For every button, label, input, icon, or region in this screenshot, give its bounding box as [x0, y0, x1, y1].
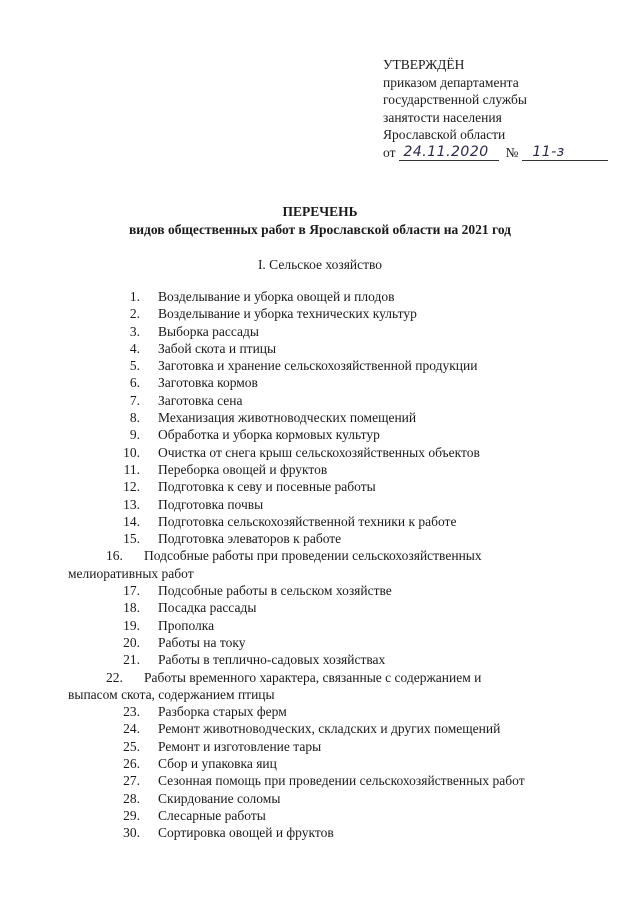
list-item-text: Посадка рассады: [158, 600, 257, 616]
list-item: [106, 305, 614, 322]
handwritten-number: 11-з: [522, 145, 608, 161]
list-item-number: 21.: [123, 652, 140, 668]
list-item-text: Переборка овощей и фруктов: [158, 461, 328, 477]
list-item-number: 5.: [129, 358, 140, 374]
list-item-number: 22.: [106, 669, 123, 685]
list-item-text: Сезонная помощь при проведении сельскохозяйственных работ: [158, 773, 525, 789]
list-item-number: 14.: [123, 513, 140, 529]
list-item: [106, 409, 614, 426]
list-item-text: Заготовка кормов: [158, 375, 258, 391]
list-item-number: 26.: [123, 756, 140, 772]
list-item: [106, 426, 614, 443]
list-item-text: Обработка и уборка кормовых культур: [158, 427, 380, 443]
list-item-number: 20.: [123, 634, 140, 650]
list-item-text: Работы временного характера, связанные с содержанием и: [144, 669, 482, 685]
title-line-1: ПЕРЕЧЕНЬ: [282, 204, 358, 219]
list-item-continuation: мелиоративных работ: [68, 565, 194, 581]
approval-line: УТВЕРЖДЁН: [383, 57, 465, 72]
list-item: [106, 323, 614, 340]
list-item-number: 23.: [123, 704, 140, 720]
list-item-text: Заготовка сена: [158, 392, 243, 408]
list-item: [106, 461, 614, 478]
list-item: [68, 547, 614, 582]
list-item: [106, 824, 614, 841]
list-item-text: Подсобные работы в сельском хозяйстве: [158, 583, 392, 599]
list-item: [106, 444, 614, 461]
list-item-text: Забой скота и птицы: [158, 340, 277, 356]
list-item-number: 12.: [123, 479, 140, 495]
list-item-number: 27.: [123, 773, 140, 789]
list-item-number: 11.: [123, 461, 140, 477]
list-item-text: Возделывание и уборка овощей и плодов: [158, 289, 395, 304]
list-item-continuation: выпасом скота, содержанием птицы: [68, 686, 275, 702]
document-title: [0, 203, 640, 239]
list-item-number: 4.: [129, 340, 140, 356]
list-item: [106, 582, 614, 599]
list-item-number: 1.: [129, 289, 140, 304]
list-item-text: Возделывание и уборка технических культур: [158, 306, 417, 322]
list-item-number: 13.: [123, 496, 140, 512]
list-item-number: 3.: [129, 323, 140, 339]
list-item-text: Ремонт животноводческих, складских и других помещений: [158, 721, 501, 737]
list-item-text: Скирдование соломы: [158, 790, 281, 806]
list-item-number: 6.: [129, 375, 140, 391]
list-item-number: 15.: [123, 531, 140, 547]
list-item-number: 28.: [123, 790, 140, 806]
list-item: [106, 634, 614, 651]
list-item: [106, 790, 614, 807]
list-item-number: 30.: [123, 825, 140, 841]
list-item-text: Выборка рассады: [158, 323, 259, 339]
list-item-text: Сбор и упаковка яиц: [158, 756, 277, 772]
list-item-text: Сортировка овощей и фруктов: [158, 825, 334, 841]
approval-order-row: [383, 144, 613, 162]
approval-line: государственной службы: [383, 92, 527, 107]
list-item-number: 10.: [123, 444, 140, 460]
list-item-number: 17.: [123, 583, 140, 599]
list-item: [106, 807, 614, 824]
list-item: [106, 496, 614, 513]
list-item: [106, 703, 614, 720]
list-item: [106, 530, 614, 547]
list-item-text: Прополка: [158, 617, 215, 633]
list-item: [106, 720, 614, 737]
list-item-number: 25.: [123, 738, 140, 754]
list-item-text: Механизация животноводческих помещений: [158, 410, 417, 426]
list-item: [106, 772, 614, 789]
list-item: [106, 617, 614, 634]
list-item: [106, 651, 614, 668]
list-item-number: 18.: [123, 600, 140, 616]
list-item-text: Подсобные работы при проведении сельскохозяйственных: [144, 548, 482, 564]
list-item-number: 16.: [106, 548, 123, 564]
list-item-text: Очистка от снега крыш сельскохозяйственных объектов: [158, 444, 480, 460]
number-label: №: [505, 144, 519, 160]
list-item-text: Заготовка и хранение сельскохозяйственной продукции: [158, 358, 478, 374]
list-item-number: 7.: [129, 392, 140, 408]
list-item-text: Подготовка элеваторов к работе: [158, 531, 342, 547]
list-item-number: 8.: [129, 410, 140, 426]
approval-line: занятости населения: [383, 109, 502, 125]
list-item: [68, 669, 614, 704]
from-label: от: [383, 144, 396, 160]
list-item: [106, 340, 614, 357]
list-item: [106, 755, 614, 772]
list-item: [106, 599, 614, 616]
list-item-text: Разборка старых ферм: [158, 704, 287, 720]
list-item: [106, 738, 614, 755]
section-heading: I. Сельское хозяйство: [257, 257, 383, 272]
approval-block: [383, 56, 613, 161]
list-item-text: Работы на току: [158, 634, 246, 650]
title-line-2: видов общественных работ в Ярославской области на 2021 год: [128, 222, 512, 237]
list-item-text: Подготовка почвы: [158, 496, 264, 512]
approval-line: Ярославской области: [383, 127, 506, 142]
list-item-number: 9.: [129, 427, 140, 443]
list-item-number: 2.: [129, 306, 140, 322]
list-item-number: 29.: [123, 807, 140, 823]
list-item: [106, 392, 614, 409]
list-item: [106, 478, 614, 495]
list-item-text: Работы в теплично-садовых хозяйствах: [158, 652, 386, 668]
list-item: [106, 513, 614, 530]
list-item-text: Слесарные работы: [158, 807, 266, 823]
list-item-text: Ремонт и изготовление тары: [158, 738, 322, 754]
handwritten-date: 24.11.2020: [399, 145, 499, 161]
list-item: [106, 374, 614, 391]
list-item-text: Подготовка сельскохозяйственной техники к работе: [158, 513, 457, 529]
work-types-list: [68, 288, 614, 842]
approval-line: приказом департамента: [383, 74, 519, 90]
list-item: [106, 288, 614, 305]
list-item: [106, 357, 614, 374]
list-item-number: 24.: [123, 721, 140, 737]
list-item-text: Подготовка к севу и посевные работы: [158, 479, 376, 495]
list-item-number: 19.: [123, 617, 140, 633]
